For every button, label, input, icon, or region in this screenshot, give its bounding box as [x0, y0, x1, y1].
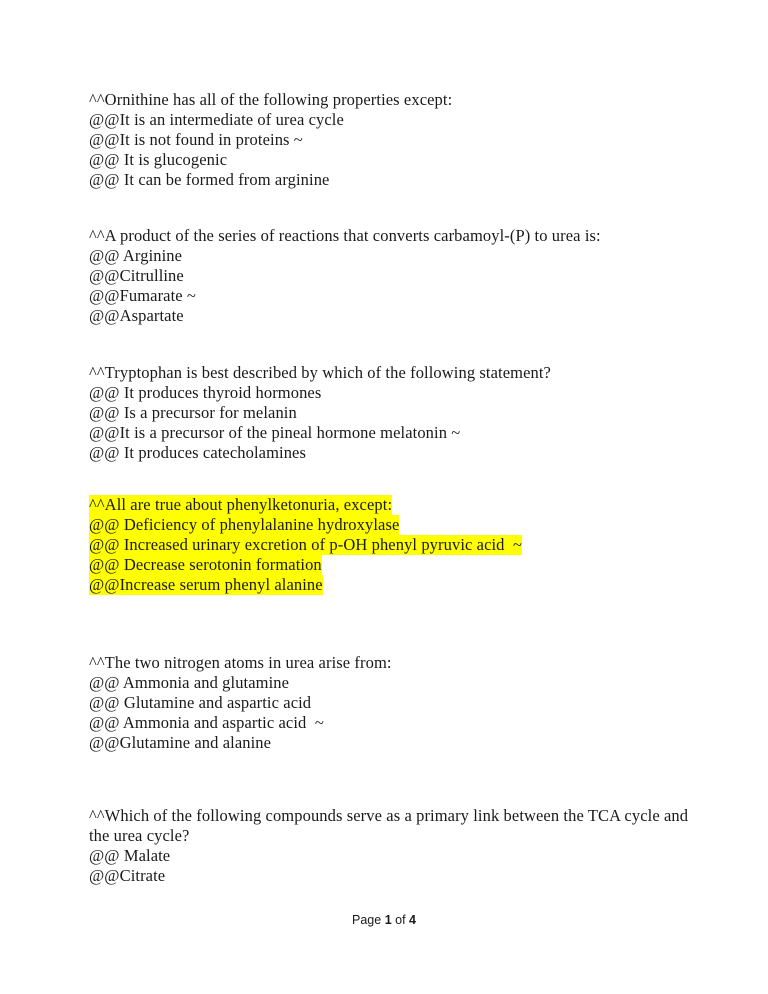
question-option-text: @@It is a precursor of the pineal hormone melatonin ~ — [89, 423, 461, 442]
question-option-text: @@It is not found in proteins ~ — [89, 130, 303, 149]
question-prompt-text: ^^All are true about phenylketonuria, except: — [89, 495, 393, 514]
question-option-text: @@ Is a precursor for melanin — [89, 403, 297, 422]
question-option — [89, 733, 703, 753]
question-option-text: @@ Arginine — [89, 246, 183, 265]
question-prompt-text: ^^Ornithine has all of the following properties except: — [89, 90, 453, 109]
question-prompt — [89, 495, 703, 515]
question-list — [89, 90, 703, 886]
question-block — [89, 363, 703, 463]
question-option — [89, 403, 703, 423]
question-option — [89, 110, 703, 130]
question-option — [89, 713, 703, 733]
question-option-text: @@ Malate — [89, 846, 171, 865]
page-footer — [0, 911, 768, 929]
question-block — [89, 806, 703, 886]
footer-of-label: of — [391, 913, 410, 927]
question-option-text: @@Aspartate — [89, 306, 184, 325]
question-block — [89, 653, 703, 753]
question-option — [89, 515, 703, 535]
question-option-text: @@It is an intermediate of urea cycle — [89, 110, 344, 129]
footer-page-number: 1 — [384, 913, 392, 927]
question-block — [89, 495, 703, 595]
question-prompt — [89, 226, 703, 246]
question-option — [89, 246, 703, 266]
question-option — [89, 130, 703, 150]
question-prompt-text: ^^A product of the series of reactions that converts carbamoyl-(P) to urea is: — [89, 226, 601, 245]
question-option — [89, 150, 703, 170]
question-option — [89, 866, 703, 886]
question-option-text: @@ Ammonia and glutamine — [89, 673, 290, 692]
question-option-text: @@ Deficiency of phenylalanine hydroxylase — [89, 515, 400, 534]
question-option-text: @@ It is glucogenic — [89, 150, 228, 169]
question-option-text: @@Citrate — [89, 866, 166, 885]
question-option-text: @@Citrulline — [89, 266, 184, 285]
question-option — [89, 535, 703, 555]
question-option-text: @@Glutamine and alanine — [89, 733, 272, 752]
question-option-text: @@ It can be formed from arginine — [89, 170, 330, 189]
question-block — [89, 90, 703, 190]
question-option — [89, 423, 703, 443]
question-prompt — [89, 653, 703, 673]
question-option — [89, 266, 703, 286]
question-option-text: @@ Decrease serotonin formation — [89, 555, 322, 574]
question-option-text: @@Increase serum phenyl alanine — [89, 575, 323, 594]
question-option-text: @@ It produces catecholamines — [89, 443, 307, 462]
question-prompt-text: ^^The two nitrogen atoms in urea arise from: — [89, 653, 392, 672]
question-prompt — [89, 806, 703, 846]
question-option-text: @@Fumarate ~ — [89, 286, 196, 305]
question-option — [89, 170, 703, 190]
question-prompt-text: ^^Tryptophan is best described by which of the following statement? — [89, 363, 551, 382]
question-option — [89, 383, 703, 403]
question-option — [89, 443, 703, 463]
question-option — [89, 555, 703, 575]
question-option — [89, 575, 703, 595]
question-option — [89, 286, 703, 306]
footer-page-label: Page — [352, 913, 385, 927]
question-block — [89, 226, 703, 326]
question-option — [89, 673, 703, 693]
question-option — [89, 306, 703, 326]
question-option-text: @@ Glutamine and aspartic acid — [89, 693, 312, 712]
question-option-text: @@ It produces thyroid hormones — [89, 383, 322, 402]
question-prompt — [89, 363, 703, 383]
question-prompt-text: ^^Which of the following compounds serve as a primary link between the TCA cycle and the urea cycle? — [89, 806, 693, 845]
question-option-text: @@ Ammonia and aspartic acid ~ — [89, 713, 324, 732]
question-option — [89, 693, 703, 713]
question-option-text: @@ Increased urinary excretion of p-OH phenyl pyruvic acid ~ — [89, 535, 523, 554]
question-prompt — [89, 90, 703, 110]
footer-total-pages: 4 — [409, 913, 416, 927]
question-option — [89, 846, 703, 866]
